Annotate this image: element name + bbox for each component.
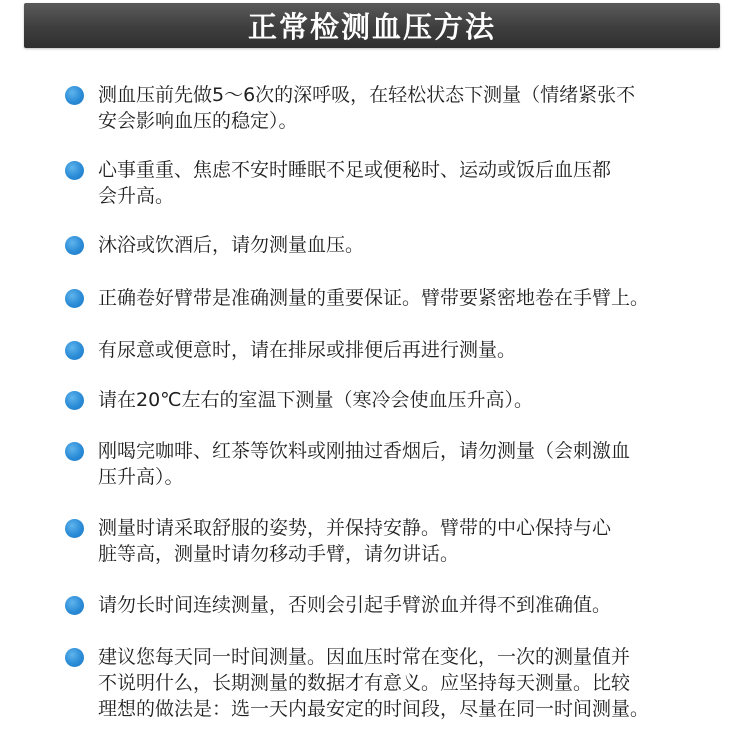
- item-text-line: 测血压前先做5～6次的深呼吸，在轻松状态下测量（情绪紧张不: [98, 84, 636, 106]
- item-text-line: 请在20℃左右的室温下测量（寒冷会使血压升高）。: [98, 389, 534, 411]
- bullet-dot-icon: [65, 596, 84, 615]
- item-text-line: 安会影响血压的稳定）。: [98, 110, 298, 132]
- item-text-line: 请勿长时间连续测量，否则会引起手臂淤血并得不到准确值。: [98, 594, 612, 616]
- bullet-dot-icon: [65, 648, 84, 667]
- page-title: 正常检测血压方法: [247, 10, 496, 44]
- bullet-dot-icon: [65, 236, 84, 255]
- item-text-line: 脏等高，测量时请勿移动手臂，请勿讲话。: [98, 543, 460, 565]
- bullet-dot-icon: [65, 86, 84, 105]
- bullet-dot-icon: [65, 289, 84, 308]
- bullet-dot-icon: [65, 442, 84, 461]
- item-text-line: 正确卷好臂带是准确测量的重要保证。臂带要紧密地卷在手臂上。: [98, 287, 650, 309]
- item-text-line: 测量时请采取舒服的姿势，并保持安静。臂带的中心保持与心: [98, 517, 612, 539]
- item-text-line: 理想的做法是：选一天内最安定的时间段，尽量在同一时间测量。: [98, 698, 650, 720]
- item-text-line: 压升高）。: [98, 466, 184, 488]
- item-text-line: 不说明什么，长期测量的数据才有意义。应坚持每天测量。比较: [98, 672, 631, 694]
- item-text-line: 沐浴或饮酒后，请勿测量血压。: [98, 234, 365, 256]
- item-text-line: 建议您每天同一时间测量。因血压时常在变化，一次的测量值并: [98, 646, 631, 668]
- item-text-line: 心事重重、焦虑不安时睡眠不足或便秘时、运动或饭后血压都: [98, 159, 612, 181]
- bullet-dot-icon: [65, 341, 84, 360]
- item-text-line: 会升高。: [98, 185, 175, 207]
- item-text-line: 有尿意或便意时，请在排尿或排便后再进行测量。: [98, 339, 517, 361]
- bullet-dot-icon: [65, 161, 84, 180]
- item-text-line: 刚喝完咖啡、红茶等饮料或刚抽过香烟后，请勿测量（会刺激血: [98, 440, 631, 462]
- bullet-dot-icon: [65, 391, 84, 410]
- bullet-dot-icon: [65, 519, 84, 538]
